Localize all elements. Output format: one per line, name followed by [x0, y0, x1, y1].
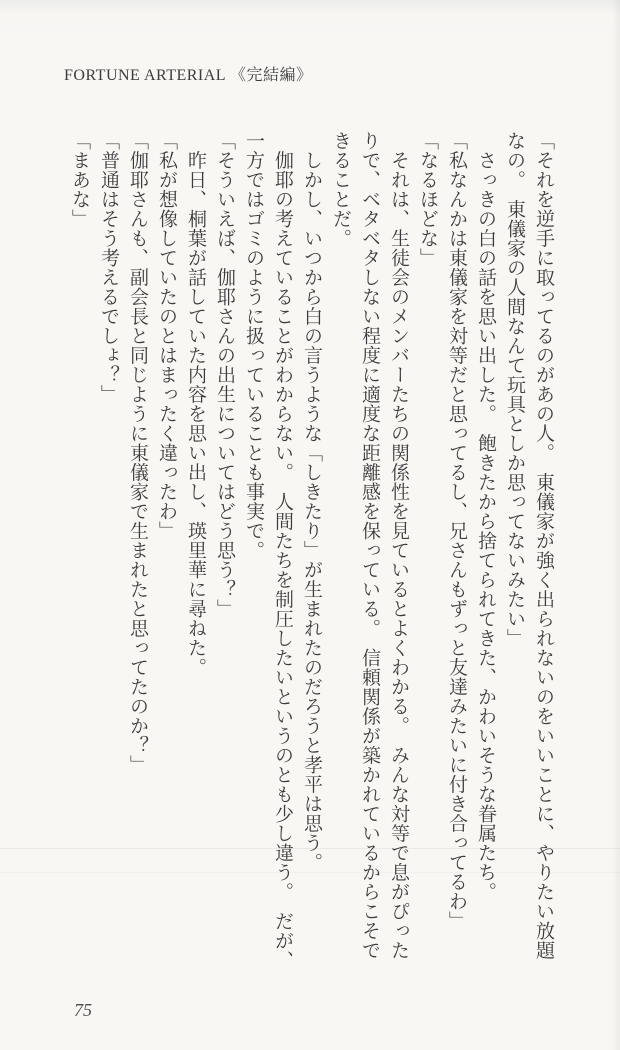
text-column: しかし、いつから白の言うような「しきたり」が生まれたのだろうと孝平は思う。 — [301, 131, 322, 872]
page-edge-shadow — [612, 0, 620, 1050]
text-column: りで、ベタベタしない程度に適度な距離感を保っている。 信頼関係が築かれているからこそで — [359, 131, 380, 960]
text-column: 昨日、桐葉が話していた内容を思い出し、瑛里華に尋ねた。 — [185, 131, 206, 677]
text-column: 伽耶の考えていることがわからない。 人間たちを制圧したいというのとも少し違う。 だが、 — [272, 131, 293, 970]
text-column: さっきの白の話を思い出した。 飽きたから捨てられてきた、かわいそうな眷属たち。 — [475, 131, 496, 902]
text-column: 「私なんかは東儀家を対等だと思ってるし、兄さんもずっと友達みたいに付き合ってるわ」 — [446, 131, 467, 931]
text-column: 「私が想像していたのとはまったく違ったわ」 — [156, 131, 177, 541]
text-column: 「伽耶さんも、副会長と同じように東儀家で生まれたと思ってたのか？」 — [127, 131, 148, 775]
text-column: なの。 東儀家の人間なんて玩具としか思ってないみたい」 — [504, 131, 525, 648]
text-column: きることだ。 — [330, 131, 351, 248]
text-column: 「それを逆手に取ってるのがあの人。 東儀家が強く出られないのをいいことに、やりたい放題 — [533, 131, 554, 960]
running-header: FORTUNE ARTERIAL 《完結編》 — [64, 67, 313, 84]
text-column: 「普通はそう考えるでしょ？」 — [98, 131, 119, 404]
text-column: 「なるほどな」 — [417, 131, 438, 268]
text-column: 「そういえば、伽耶さんの出生についてはどう思う？」 — [214, 131, 235, 619]
text-column: それは、生徒会のメンバーたちの関係性を見ているとよくわかる。 みんな対等で息がぴった — [388, 131, 409, 960]
body-text — [65, 131, 558, 971]
page-number: 75 — [74, 1000, 92, 1020]
text-column: 「まあな」 — [69, 131, 90, 229]
text-column: 一方ではゴミのように扱っていることも事実で。 — [243, 131, 264, 560]
